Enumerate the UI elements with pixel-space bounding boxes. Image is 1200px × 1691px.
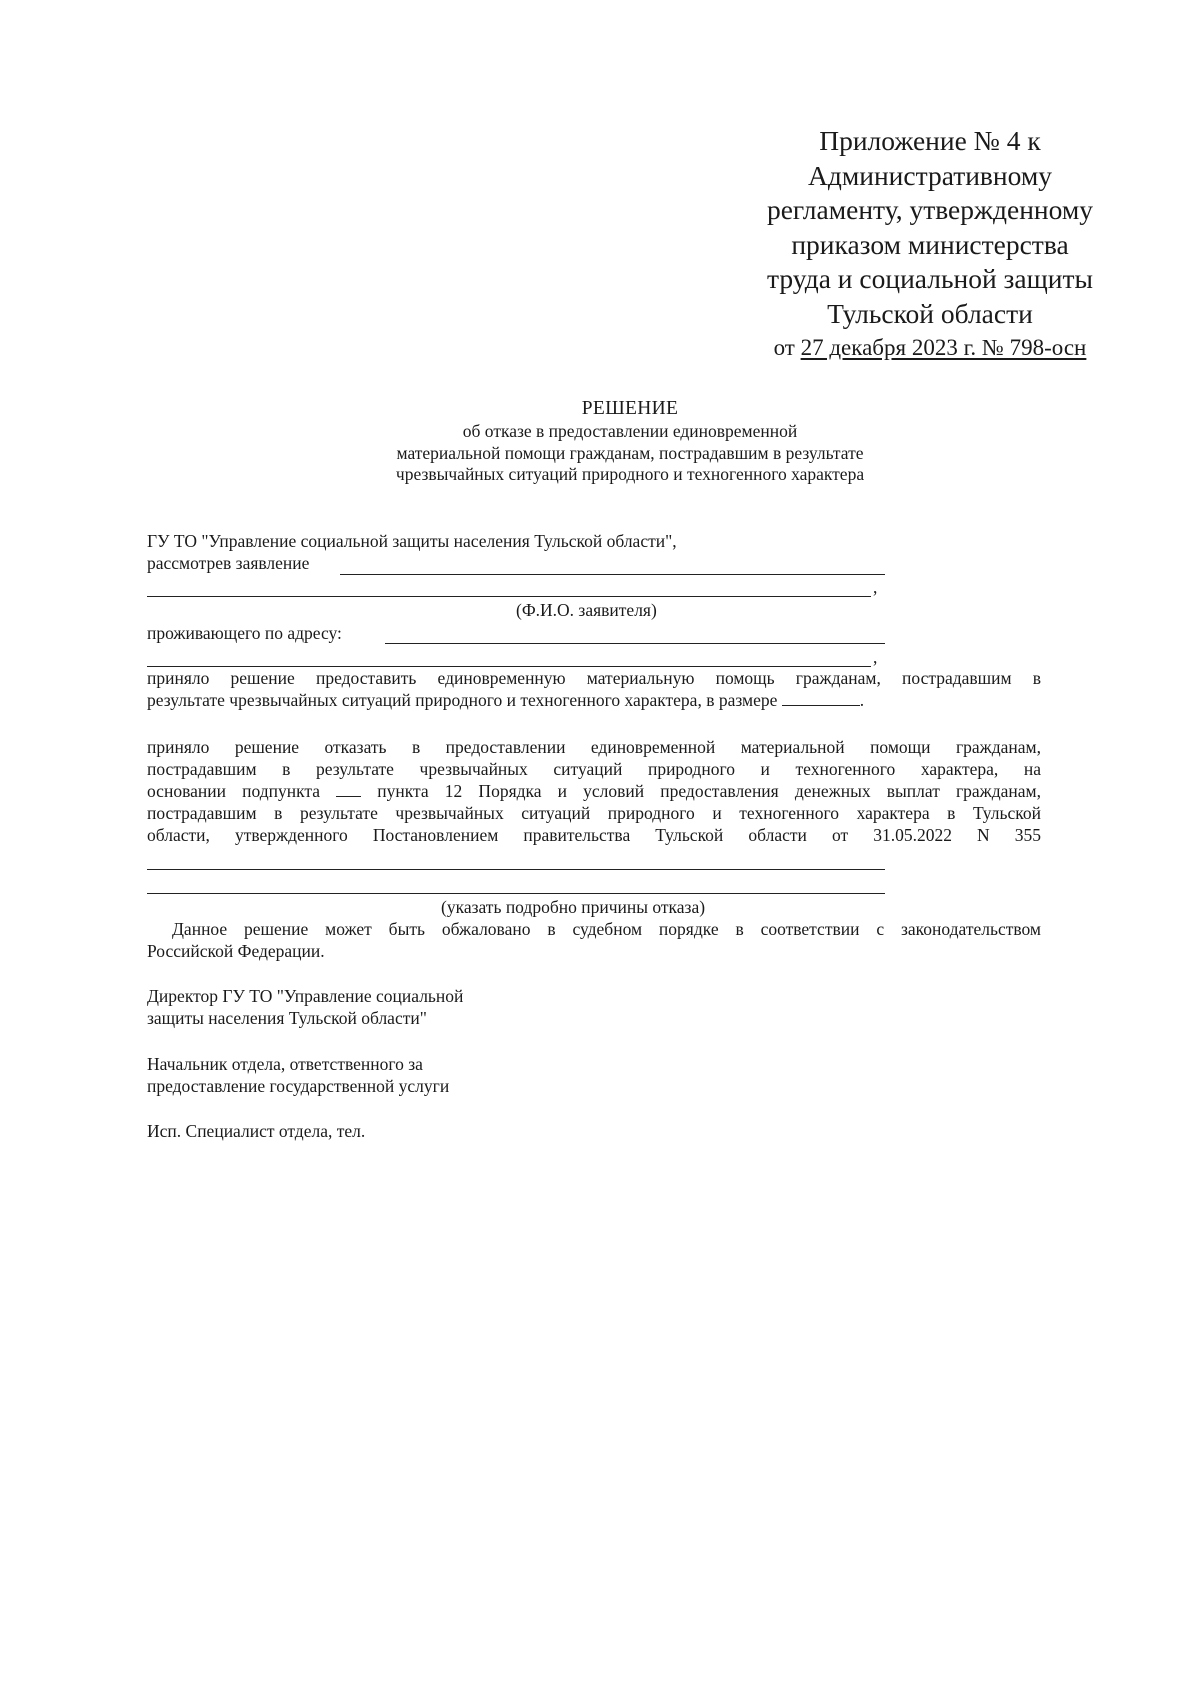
refusal-paragraph-line — [147, 781, 1041, 803]
address-field-line-2[interactable] — [147, 666, 871, 667]
grant-paragraph-line — [147, 690, 864, 712]
applicant-field-line[interactable] — [340, 574, 885, 575]
decision-title-block — [300, 397, 960, 486]
considered-label: рассмотрев заявление — [147, 553, 310, 573]
appendix-header — [740, 124, 1120, 363]
comma: , — [873, 577, 878, 597]
department-head-line: предоставление государственной услуги — [147, 1076, 450, 1096]
refusal-reason-caption: (указать подробно причины отказа) — [441, 897, 706, 917]
refusal-text-after: пункта 12 Порядка и условий предоставления денежных выплат гражданам, — [377, 781, 1042, 801]
subparagraph-field-line[interactable] — [336, 781, 361, 797]
department-head-line: Начальник отдела, ответственного за — [147, 1054, 423, 1074]
grant-paragraph-end: . — [859, 690, 865, 710]
appendix-date-prefix: от — [773, 335, 795, 360]
director-title-line: Директор ГУ ТО "Управление социальной — [147, 986, 464, 1006]
refusal-reason-line[interactable] — [147, 893, 885, 894]
appeal-line: Данное решение может быть обжаловано в судебном порядке в соответствии с законодательством — [172, 919, 1041, 939]
fio-caption: (Ф.И.О. заявителя) — [516, 600, 657, 620]
appendix-line: Тульской области — [827, 297, 1033, 329]
applicant-field-line-2[interactable] — [147, 596, 871, 597]
decision-subtitle-line: чрезвычайных ситуаций природного и техногенного характера — [395, 464, 865, 484]
refusal-paragraph-line: пострадавшим в результате чрезвычайных ситуаций природного и техногенного характера, на — [147, 759, 1041, 779]
refusal-paragraph-line: пострадавшим в результате чрезвычайных ситуаций природного и техногенного характера в Тульской — [147, 803, 1041, 823]
appendix-line: приказом министерства — [791, 228, 1069, 260]
appeal-line: Российской Федерации. — [147, 941, 325, 961]
decision-title: РЕШЕНИЕ — [581, 398, 679, 419]
organization-line: ГУ ТО "Управление социальной защиты населения Тульской области", — [147, 531, 677, 551]
refusal-reason-line[interactable] — [147, 869, 885, 870]
amount-field-line[interactable] — [782, 690, 860, 706]
refusal-paragraph-line: приняло решение отказать в предоставлении единовременной материальной помощи гражданам, — [147, 737, 1041, 757]
decision-subtitle-line: об отказе в предоставлении единовременной — [462, 421, 798, 441]
appendix-line: Приложение № 4 к — [819, 125, 1041, 156]
refusal-paragraph-line: области, утвержденного Постановлением правительства Тульской области от 31.05.2022 N 355 — [147, 825, 1041, 845]
appendix-line: Административному — [807, 159, 1053, 191]
decision-subtitle-line: материальной помощи гражданам, пострадавшим в результате — [396, 442, 864, 463]
appendix-date — [740, 333, 1120, 363]
grant-paragraph-text: результате чрезвычайных ситуаций природного и техногенного характера, в размере — [147, 690, 778, 710]
executor-line: Исп. Специалист отдела, тел. — [147, 1121, 366, 1141]
director-title-line: защиты населения Тульской области" — [147, 1008, 427, 1028]
appendix-line: регламенту, утвержденному — [766, 194, 1094, 225]
address-label: проживающего по адресу: — [147, 623, 342, 643]
comma: , — [873, 647, 878, 667]
address-field-line[interactable] — [385, 643, 885, 644]
refusal-text-before: основании подпункта — [147, 781, 320, 801]
appendix-line: труда и социальной защиты — [766, 263, 1094, 294]
grant-paragraph-line: приняло решение предоставить единовременную материальную помощь гражданам, пострадавшим в — [147, 668, 1041, 688]
appendix-date-value: 27 декабря 2023 г. № 798-осн — [800, 335, 1087, 360]
